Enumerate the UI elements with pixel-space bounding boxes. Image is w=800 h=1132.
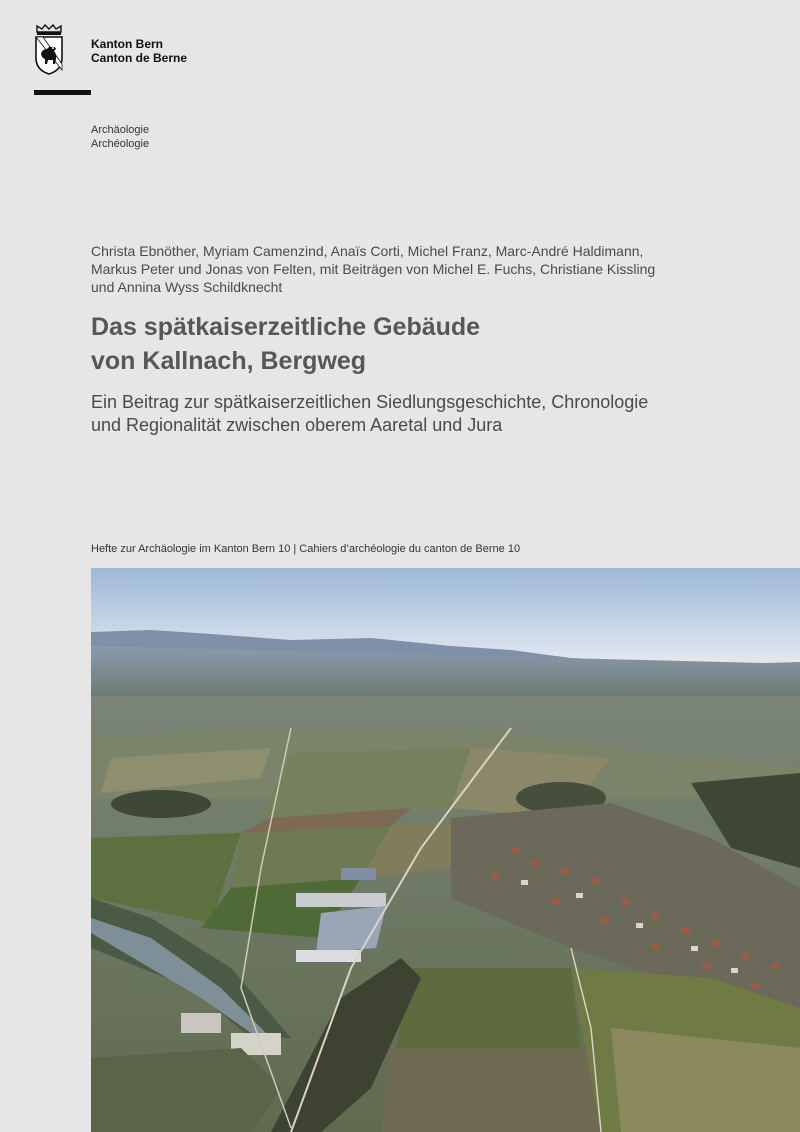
book-title-line: Das spätkaiserzeitliche Gebäude <box>91 313 481 341</box>
department <box>91 123 149 151</box>
authors <box>91 242 781 296</box>
department-de: Archäologie <box>91 124 150 136</box>
book-title <box>91 310 781 378</box>
book-subtitle-line: Ein Beitrag zur spätkaiserzeitlichen Siedlungsgeschichte, Chronologie <box>91 392 649 412</box>
bern-coat-of-arms-icon <box>34 24 64 76</box>
book-subtitle-line: und Regionalität zwischen oberem Aaretal und Jura <box>91 415 503 435</box>
authors-line: und Annina Wyss Schildknecht <box>91 279 283 295</box>
authors-line: Markus Peter und Jonas von Felten, mit Beiträgen von Michel E. Fuchs, Christiane Kissling <box>91 261 656 277</box>
book-title-line: von Kallnach, Bergweg <box>91 347 367 375</box>
book-subtitle <box>91 391 791 437</box>
canton-name-de: Kanton Bern <box>91 37 163 51</box>
canton-name <box>91 37 187 65</box>
authors-line: Christa Ebnöther, Myriam Camenzind, Anaïs Corti, Michel Franz, Marc-André Haldimann, <box>91 243 644 259</box>
canton-name-fr: Canton de Berne <box>91 51 188 65</box>
header-rule <box>34 90 91 95</box>
department-fr: Archéologie <box>91 138 150 150</box>
aerial-landscape-photo <box>91 568 800 1132</box>
series-info: Hefte zur Archäologie im Kanton Bern 10 | Cahiers d’archéologie du canton de Berne 10 <box>91 543 521 555</box>
